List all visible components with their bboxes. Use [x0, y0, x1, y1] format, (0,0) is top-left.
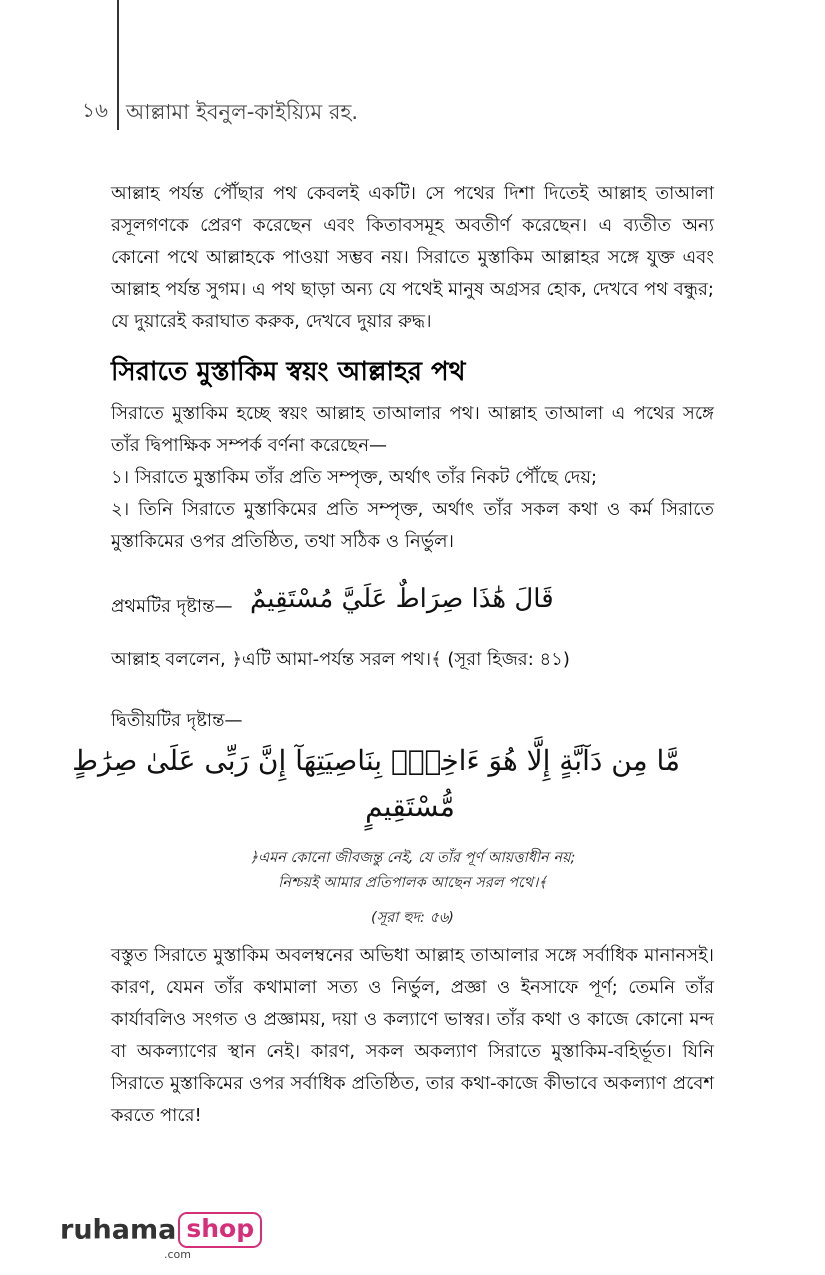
- example-two-arabic-line-2: مُّسْتَقِيمٍ: [365, 790, 455, 823]
- translation-prefix: আল্লাহ বললেন,: [111, 649, 226, 670]
- page-number: ১৬: [82, 98, 108, 122]
- logo-shop-badge: shop: [178, 1212, 262, 1248]
- quote-close-ornament: ﴾: [431, 649, 442, 670]
- header-vertical-rule: [117, 0, 119, 130]
- running-title: আল্লামা ইবনুল-কাইয়্যিম রহ.: [126, 100, 359, 124]
- logo-domain: .com: [164, 1248, 191, 1261]
- ruhamashop-logo: [60, 1212, 262, 1261]
- quote-open-ornament: ﴿: [249, 850, 259, 866]
- example-one-arabic-verse: قَالَ هَٰذَا صِرَاطٌ عَلَيَّ مُسْتَقِيمٌ: [250, 584, 554, 614]
- example-two-translation-line-2: [111, 872, 714, 896]
- translation-text: এমন কোনো জীবজন্তু নেই, যে তাঁর পূর্ণ আয়ত্তাধীন নয়;: [258, 850, 576, 866]
- example-two-translation-line-1: [111, 847, 714, 871]
- intro-paragraph: আল্লাহ পর্যন্ত পৌঁছার পথ কেবলই একটি। সে পথের দিশা দিতেই আল্লাহ তাআলা রসূলগণকে প্রেরণ করেছেন এবং কিতাবসমূহ অবতীর্ণ করেছেন। এ ব্যতীত অন্য কোনো পথে আল্লাহকে পাওয়া সম্ভব নয়। সিরাতে মুস্তাকিম আল্লাহর সঙ্গে যুক্ত এবং আল্লাহ পর্যন্ত সুগম। এ পথ ছাড়া অন্য যে পথেই মানুষ অগ্রসর হোক, দেখবে পথ বন্ধুর; যে দুয়ারেই করাঘাত করুক, দেখবে দুয়ার রুদ্ধ।: [111, 183, 714, 332]
- section-heading: সিরাতে মুস্তাকিম স্বয়ং আল্লাহর পথ: [111, 357, 466, 387]
- quote-open-ornament: ﴿: [231, 649, 243, 670]
- quote-close-ornament: ﴾: [538, 875, 547, 891]
- example-two-reference: (সূরা হুদ: ৫৬): [371, 910, 454, 926]
- section-paragraph: সিরাতে মুস্তাকিম হচ্ছে স্বয়ং আল্লাহ তাআলার পথ। আল্লাহ তাআলা এ পথের সঙ্গে তাঁর দ্বিপাক্ষিক সম্পর্ক বর্ণনা করেছেন—: [111, 403, 714, 456]
- example-one-translation: এটি আমা-পর্যন্ত সরল পথ।: [242, 649, 432, 670]
- translation-text: নিশ্চয়ই আমার প্রতিপালক আছেন সরল পথে।: [278, 875, 539, 891]
- point-two: ২। তিনি সিরাতে মুস্তাকিমের প্রতি সম্পৃক্ত, অর্থাৎ তাঁর সকল কথা ও কর্ম সিরাতে মুস্তাকিমের ওপর প্রতিষ্ঠিত, তথা সঠিক ও নির্ভুল।: [111, 499, 714, 552]
- example-two-label: দ্বিতীয়টির দৃষ্টান্ত—: [111, 710, 243, 731]
- example-one-translation-line: [111, 645, 570, 676]
- example-one-label: প্রথমটির দৃষ্টান্ত—: [111, 596, 233, 617]
- example-two-arabic-line-1: مَّا مِن دَآبَّةٍ إِلَّا هُوَ ءَاخِذٌۢ بِنَاصِيَتِهَآ إِنَّ رَبِّى عَلَىٰ صِرَٰطٍ: [72, 744, 680, 777]
- point-one: ১। সিরাতে মুস্তাকিম তাঁর প্রতি সম্পৃক্ত, অর্থাৎ তাঁর নিকট পৌঁছে দেয়;: [111, 467, 598, 488]
- example-one-reference: (সূরা হিজর: ৪১): [447, 649, 570, 670]
- logo-brand: ruhama: [60, 1214, 177, 1246]
- closing-paragraph: বস্তুত সিরাতে মুস্তাকিম অবলম্বনের অভিধা আল্লাহ তাআলার সঙ্গে সর্বাধিক মানানসই। কারণ, যেমন তাঁর কথামালা সত্য ও নির্ভুল, প্রজ্ঞা ও ইনসাফে পূর্ণ; তেমনি তাঁর কার্যাবলিও সংগত ও প্রজ্ঞাময়, দয়া ও কল্যাণে ভাস্বর। তাঁর কথা ও কাজে কোনো মন্দ বা অকল্যাণের স্থান নেই। কারণ, সকল অকল্যাণ সিরাতে মুস্তাকিম-বহির্ভূত। যিনি সিরাতে মুস্তাকিমের ওপর সর্বাধিক প্রতিষ্ঠিত, তার কথা-কাজে কীভাবে অকল্যাণ প্রবেশ করতে পারে!: [111, 945, 714, 1126]
